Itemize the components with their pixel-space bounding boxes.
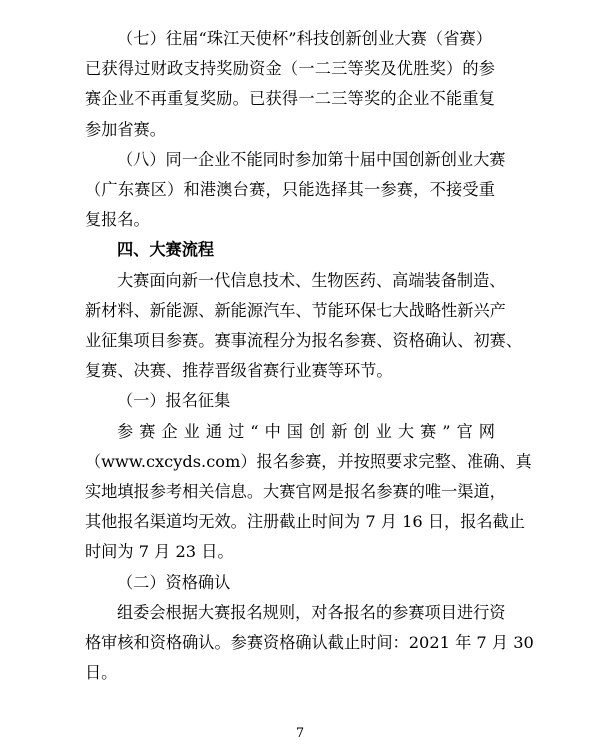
paragraph-8-line-3: 复报名。 (85, 210, 150, 230)
subsection-heading-1: （一）报名征集 (117, 391, 231, 411)
paragraph-7-line-2: 已获得过财政支持奖励资金（一二三等奖及优胜奖）的参 (85, 59, 495, 79)
qualification-line-2: 格审核和资格确认。参赛资格确认截止时间：2021 年 7 月 30 (85, 633, 534, 652)
page-number: 7 (295, 726, 305, 741)
paragraph-7-line-3: 赛企业不再重复奖励。已获得一二三等奖的企业不能重复 (85, 89, 495, 109)
registration-line-5: 时间为 7 月 23 日。 (85, 542, 234, 562)
paragraph-8-line-2: （广东赛区）和港澳台赛，只能选择其一参赛，不接受重 (85, 180, 495, 199)
section-intro-line-4: 复赛、决赛、推荐晋级省赛行业赛等环节。 (85, 361, 393, 381)
section-intro-line-1: 大赛面向新一代信息技术、生物医药、高端装备制造、 (117, 270, 506, 290)
paragraph-8-line-1: （八）同一企业不能同时参加第十届中国创新创业大赛 (117, 149, 506, 169)
qualification-line-3: 日。 (85, 663, 118, 683)
section-heading: 四、大赛流程 (117, 240, 215, 260)
subsection-heading-2: （二）资格确认 (117, 572, 231, 592)
registration-line-3: 实地填报参考相关信息。大赛官网是报名参赛的唯一渠道， (85, 482, 506, 501)
paragraph-7-line-4: 参加省赛。 (85, 119, 166, 139)
registration-line-1: 参赛企业通过“中国创新创业大赛”官网 (117, 421, 495, 441)
qualification-line-1: 组委会根据大赛报名规则，对各报名的参赛项目进行资 (117, 602, 506, 622)
registration-line-2: （www.cxcyds.com）报名参赛，并按照要求完整、准确、真 (85, 451, 532, 471)
section-intro-line-2: 新材料、新能源、新能源汽车、节能环保七大战略性新兴产 (85, 300, 506, 320)
section-intro-line-3: 业征集项目参赛。赛事流程分为报名参赛、资格确认、初赛、 (85, 331, 523, 350)
registration-line-4: 其他报名渠道均无效。注册截止时间为 7 月 16 日，报名截止 (85, 512, 525, 532)
paragraph-7-line-1: （七）往届“珠江天使杯”科技创新创业大赛（省赛） (117, 29, 492, 48)
